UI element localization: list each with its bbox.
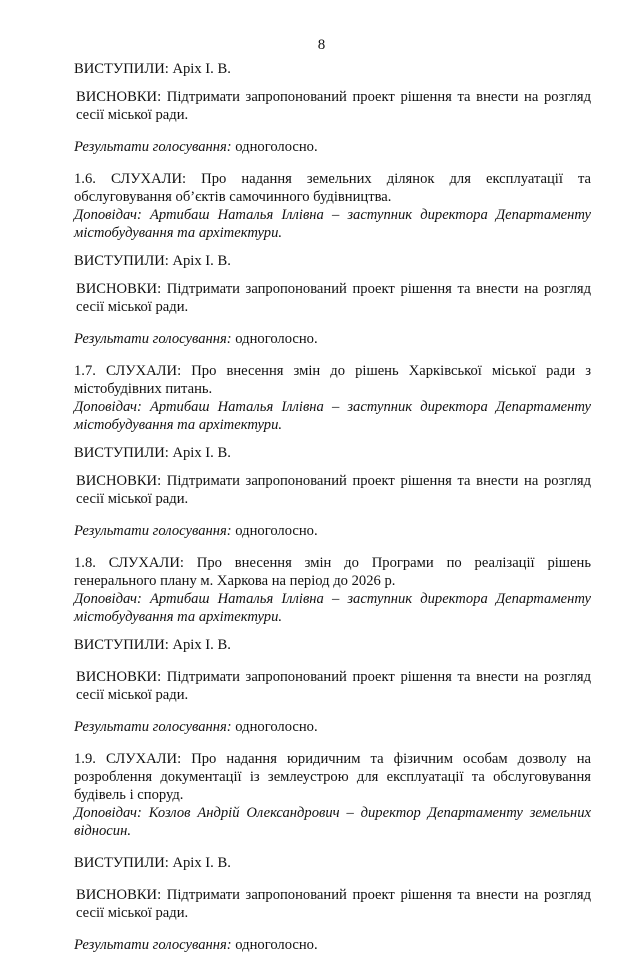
vote-result-line	[74, 936, 591, 954]
speakers-line: ВИСТУПИЛИ: Аріх І. В.	[74, 253, 231, 269]
vote-result-line	[74, 522, 591, 540]
conclusions-paragraph: ВИСНОВКИ: Підтримати запропонований проект рішення та внести на розгляд сесії міської ради.	[76, 669, 591, 703]
vote-result-value: одноголосно.	[231, 523, 318, 539]
agenda-item-1-6-heard: 1.6. СЛУХАЛИ: Про надання земельних ділянок для експлуатації та обслуговування об’єктів самочинного будівництва.	[74, 171, 591, 205]
vote-result-label: Результати голосування:	[74, 523, 232, 539]
conclusions-paragraph: ВИСНОВКИ: Підтримати запропонований проект рішення та внести на розгляд сесії міської ради.	[76, 887, 591, 921]
vote-result-line	[74, 138, 591, 156]
minutes-content	[74, 60, 591, 954]
speakers-line: ВИСТУПИЛИ: Аріх І. В.	[74, 855, 231, 871]
conclusions-paragraph: ВИСНОВКИ: Підтримати запропонований проект рішення та внести на розгляд сесії міської ради.	[76, 281, 591, 315]
speakers-line: ВИСТУПИЛИ: Аріх І. В.	[74, 445, 231, 461]
speakers-line: ВИСТУПИЛИ: Аріх І. В.	[74, 61, 231, 77]
vote-result-value: одноголосно.	[231, 719, 318, 735]
vote-result-line	[74, 330, 591, 348]
agenda-item-1-8-speaker: Доповідач: Артибаш Наталья Іллівна – заступник директора Департаменту містобудування та архітектури.	[74, 591, 591, 625]
agenda-item-1-9-heard: 1.9. СЛУХАЛИ: Про надання юридичним та фізичним особам дозволу на розроблення документації із землеустрою для експлуатації та обслуговування будівель і споруд.	[74, 751, 591, 803]
conclusions-paragraph: ВИСНОВКИ: Підтримати запропонований проект рішення та внести на розгляд сесії міської ради.	[76, 473, 591, 507]
vote-result-label: Результати голосування:	[74, 937, 232, 953]
vote-result-label: Результати голосування:	[74, 719, 232, 735]
vote-result-value: одноголосно.	[231, 139, 318, 155]
page-number: 8	[317, 37, 326, 53]
agenda-item-1-9-speaker: Доповідач: Козлов Андрій Олександрович – директор Департаменту земельних відносин.	[74, 805, 591, 839]
agenda-item-1-6-speaker: Доповідач: Артибаш Наталья Іллівна – заступник директора Департаменту містобудування та архітектури.	[74, 207, 591, 241]
speakers-line: ВИСТУПИЛИ: Аріх І. В.	[74, 637, 231, 653]
agenda-item-1-8-heard: 1.8. СЛУХАЛИ: Про внесення змін до Програми по реалізації рішень генерального плану м. Харкова на період до 2026 р.	[74, 555, 591, 589]
vote-result-value: одноголосно.	[231, 937, 318, 953]
vote-result-value: одноголосно.	[231, 331, 318, 347]
vote-result-label: Результати голосування:	[74, 331, 232, 347]
vote-result-line	[74, 718, 591, 736]
conclusions-paragraph: ВИСНОВКИ: Підтримати запропонований проект рішення та внести на розгляд сесії міської ради.	[76, 89, 591, 123]
agenda-item-1-7-speaker: Доповідач: Артибаш Наталья Іллівна – заступник директора Департаменту містобудування та архітектури.	[74, 399, 591, 433]
agenda-item-1-7-heard: 1.7. СЛУХАЛИ: Про внесення змін до рішень Харківської міської ради з містобудівних питань.	[74, 363, 591, 397]
vote-result-label: Результати голосування:	[74, 139, 232, 155]
